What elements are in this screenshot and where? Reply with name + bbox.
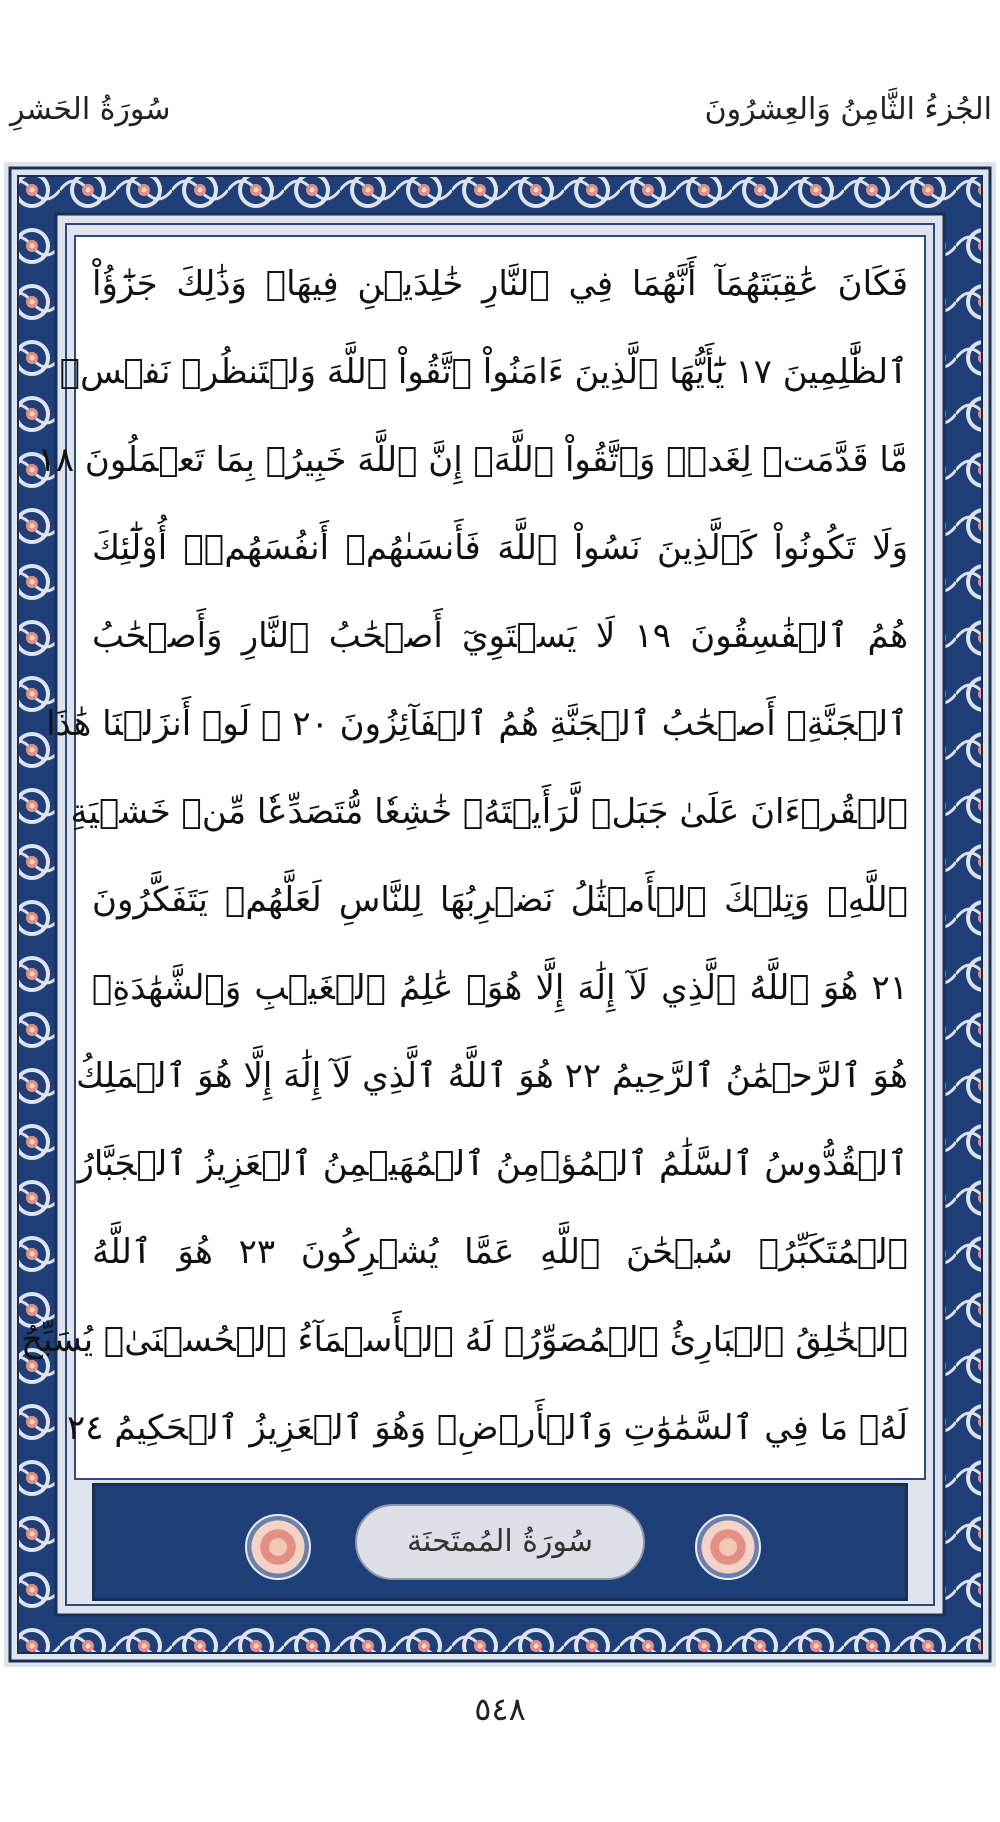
rosette-ornament-icon xyxy=(245,1514,311,1580)
quran-text-panel xyxy=(21,235,926,1480)
text-line: ٱلۡخَٰلِقُ ٱلۡبَارِئُ ٱلۡمُصَوِّرُۖ لَهُ ٱلۡأَسۡمَآءُ ٱلۡحُسۡنَىٰۚ يُسَبِّحُ xyxy=(21,1320,908,1360)
text-line: ٱلۡجَنَّةِۚ أَصۡحَٰبُ ٱلۡجَنَّةِ هُمُ ٱلۡفَآئِزُونَ ٢٠ ۞ لَوۡ أَنزَلۡنَا هَٰذَا xyxy=(46,704,908,744)
surah-header: سُورَةُ الحَشرِ xyxy=(10,92,171,127)
page-number: ٥٤٨ xyxy=(474,1690,526,1728)
text-line: فَكَانَ عَٰقِبَتَهُمَآ أَنَّهُمَا فِي ٱلنَّارِ خَٰلِدَيۡنِ فِيهَاۚ وَذَٰلِكَ جَزَٰٓؤُاْ xyxy=(92,264,908,304)
text-line: ٱلۡمُتَكَبِّرُۚ سُبۡحَٰنَ ٱللَّهِ عَمَّا يُشۡرِكُونَ ٢٣ هُوَ ٱللَّهُ xyxy=(92,1232,908,1272)
text-line: ٢١ هُوَ ٱللَّهُ ٱلَّذِي لَآ إِلَٰهَ إِلَّا هُوَۖ عَٰلِمُ ٱلۡغَيۡبِ وَٱلشَّهَٰدَةِۖ xyxy=(92,968,908,1008)
text-line: هُمُ ٱلۡفَٰسِقُونَ ١٩ لَا يَسۡتَوِيٓ أَصۡحَٰبُ ٱلنَّارِ وَأَصۡحَٰبُ xyxy=(92,616,908,656)
text-line: ٱلۡقُدُّوسُ ٱلسَّلَٰمُ ٱلۡمُؤۡمِنُ ٱلۡمُهَيۡمِنُ ٱلۡعَزِيزُ ٱلۡجَبَّارُ xyxy=(77,1144,908,1184)
text-line: ٱلۡقُرۡءَانَ عَلَىٰ جَبَلٖ لَّرَأَيۡتَهُۥ خَٰشِعٗا مُّتَصَدِّعٗا مِّنۡ خَشۡيَةِ xyxy=(70,792,908,832)
text-line: لَهُۥ مَا فِي ٱلسَّمَٰوَٰتِ وَٱلۡأَرۡضِۖ وَهُوَ ٱلۡعَزِيزُ ٱلۡحَكِيمُ ٢٤ xyxy=(66,1408,908,1448)
text-line: ٱللَّهِۚ وَتِلۡكَ ٱلۡأَمۡثَٰلُ نَضۡرِبُهَا لِلنَّاسِ لَعَلَّهُمۡ يَتَفَكَّرُونَ xyxy=(92,880,908,920)
next-surah-title: سُورَةُ المُمتَحنَة xyxy=(355,1504,645,1580)
text-line: وَلَا تَكُونُواْ كَٱلَّذِينَ نَسُواْ ٱللَّهَ فَأَنسَىٰهُمۡ أَنفُسَهُمۡۚ أُوْلَٰٓئِكَ xyxy=(92,528,908,568)
text-line: هُوَ ٱلرَّحۡمَٰنُ ٱلرَّحِيمُ ٢٢ هُوَ ٱللَّهُ ٱلَّذِي لَآ إِلَٰهَ إِلَّا هُوَ ٱلۡمَلِكُ xyxy=(76,1056,908,1096)
surah-title-banner xyxy=(92,1483,908,1601)
text-line: مَّا قَدَّمَتۡ لِغَدٖۖ وَٱتَّقُواْ ٱللَّهَۚ إِنَّ ٱللَّهَ خَبِيرُۢ بِمَا تَعۡمَلُونَ ١٨ xyxy=(37,440,908,480)
juz-header: الجُزءُ الثَّامِنُ وَالعِشرُونَ xyxy=(704,92,992,127)
rosette-ornament-icon xyxy=(695,1514,761,1580)
text-line: ٱلظَّٰلِمِينَ ١٧ يَٰٓأَيُّهَا ٱلَّذِينَ ءَامَنُواْ ٱتَّقُواْ ٱللَّهَ وَلۡتَنظُرۡ نَفۡسٞ xyxy=(59,352,908,392)
